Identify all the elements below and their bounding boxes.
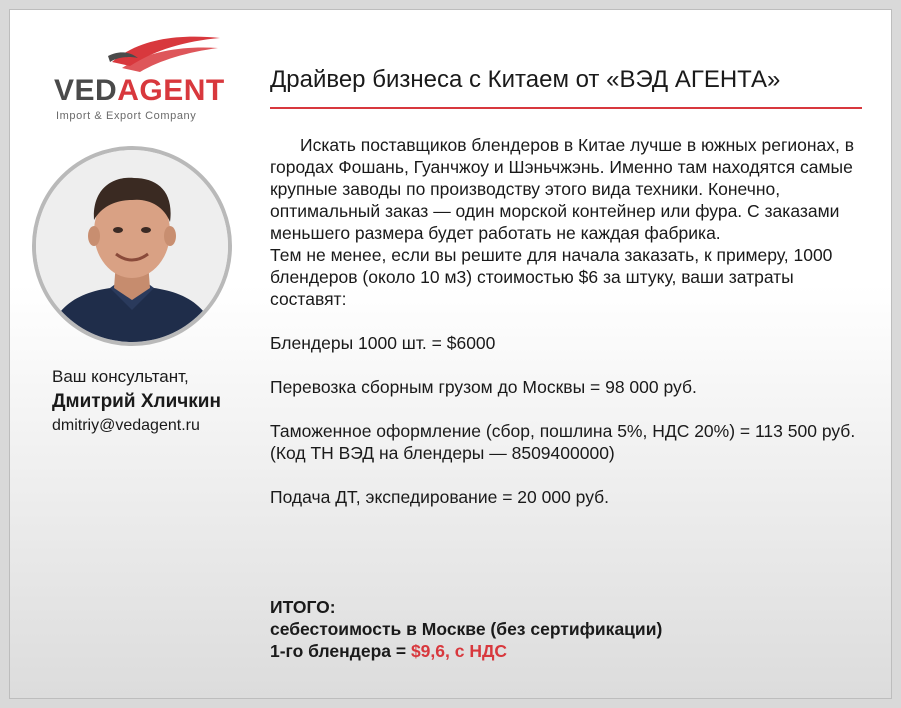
consultant-name: Дмитрий Хличкин [52,391,221,412]
cost-customs: Таможенное оформление (сбор, пошлина 5%, НДС 20%) = 113 500 руб. (Код ТН ВЭД на блендеры — 8509400000) [270,421,856,463]
summary-line-2 [270,640,870,662]
logo-wordmark [54,74,225,108]
person-portrait-icon [36,150,228,342]
summary-price: $9,6, с НДС [410,641,508,661]
consultant-label: Ваш консультант, [52,367,189,386]
summary-heading: ИТОГО: [270,597,336,617]
cost-declaration: Подача ДТ, экспедирование = 20 000 руб. [270,487,610,507]
article-paragraph-1: Искать поставщиков блендеров в Китае лучше в южных регионах, в городах Фошань, Гуанчжоу и Шэньчжэнь. Именно там находятся самые крупные заводы по производству этого вида техники. Конечно, оптимальный заказ — один морской контейнер или фура. С заказами меньшего размера будет работать не каждая фабрика. [270,135,855,243]
vedagent-logo [50,32,235,127]
summary-block [270,596,870,662]
summary-line-1: себестоимость в Москве (без сертификации) [270,619,663,639]
article-body [270,134,870,508]
logo-tagline: Import & Export Company [56,110,197,122]
info-card [9,9,892,699]
cost-shipping: Перевозка сборным грузом до Москвы = 98 000 руб. [270,377,697,397]
logo-word-ved: VED [54,74,118,107]
logo-wing-icon [50,32,235,77]
title-divider [270,107,862,109]
consultant-photo [32,146,232,346]
logo-word-agent: AGENT [117,74,225,107]
consultant-email[interactable]: dmitriy@vedagent.ru [52,417,200,434]
summary-line-2-prefix: 1-го блендера = [270,641,411,661]
page-title: Драйвер бизнеса с Китаем от «ВЭД АГЕНТА» [270,66,781,93]
cost-blenders: Блендеры 1000 шт. = $6000 [270,333,496,353]
article-paragraph-2: Тем не менее, если вы решите для начала заказать, к примеру, 1000 блендеров (около 10 м3) стоимостью $6 за штуку, ваши затраты составят: [270,245,833,309]
